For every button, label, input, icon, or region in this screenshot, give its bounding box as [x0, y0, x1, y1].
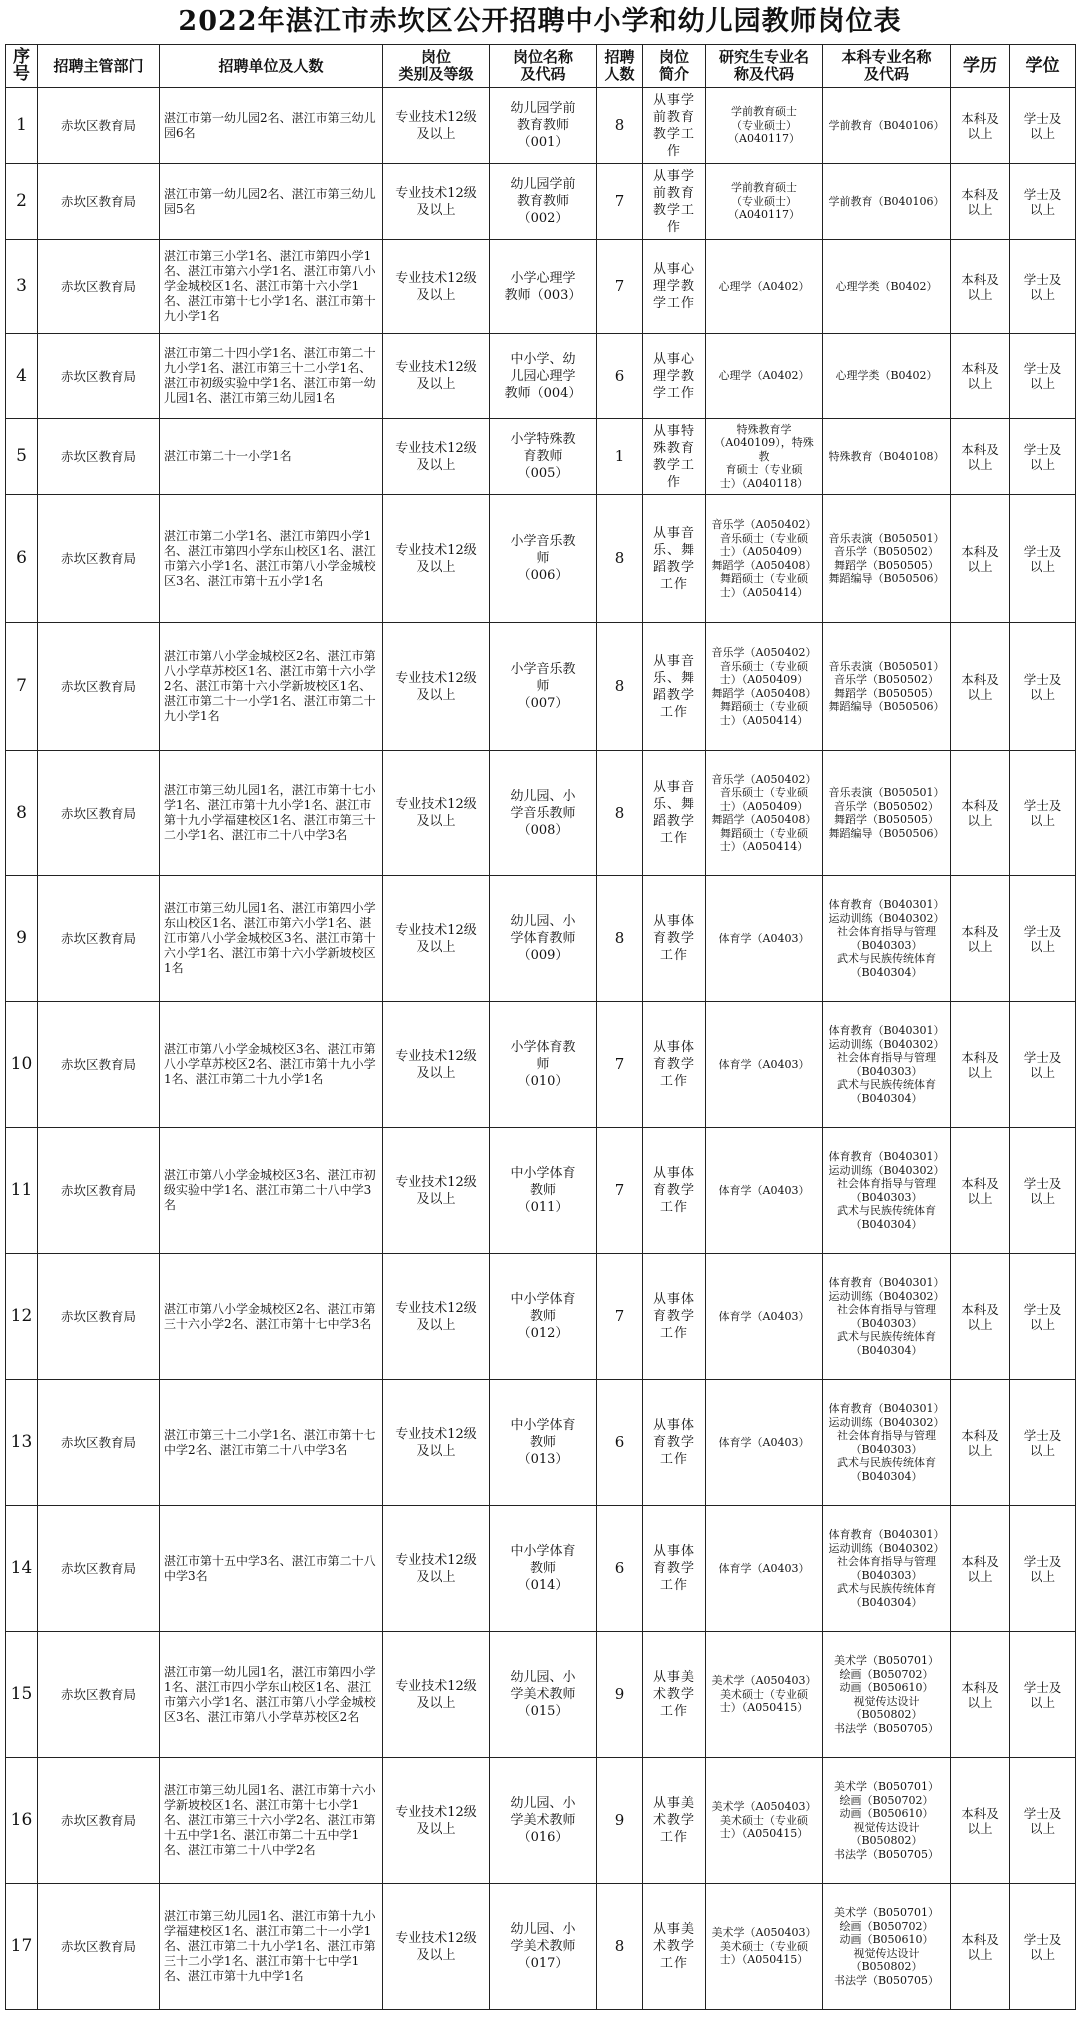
cell-count: 9 — [597, 1632, 643, 1758]
cell-count: 6 — [597, 334, 643, 419]
cell-education: 本科及 以上 — [951, 164, 1010, 240]
cell-dept: 赤坎区教育局 — [38, 240, 160, 334]
cell-intro: 从事体 育教学 工作 — [643, 1002, 706, 1128]
cell-intro: 从事特 殊教育 教学工 作 — [643, 419, 706, 495]
cell-ug-major: 音乐表演（B050501） 音乐学（B050502） 舞蹈学（B050505） 舞蹈编导（B050506） — [823, 751, 951, 876]
cell-degree: 学士及 以上 — [1010, 1380, 1076, 1506]
cell-grad-major: 心理学（A0402） — [706, 334, 823, 419]
cell-ug-major: 特殊教育（B040108） — [823, 419, 951, 495]
cell-dept: 赤坎区教育局 — [38, 1506, 160, 1632]
cell-dept: 赤坎区教育局 — [38, 419, 160, 495]
cell-seq: 16 — [6, 1758, 38, 1884]
cell-grad-major: 体育学（A0403） — [706, 1506, 823, 1632]
cell-position: 幼儿园学前 教育教师 （002） — [490, 164, 597, 240]
table-row — [6, 623, 1076, 751]
cell-dept: 赤坎区教育局 — [38, 1884, 160, 2010]
cell-category: 专业技术12级 及以上 — [383, 1128, 490, 1254]
cell-seq: 8 — [6, 751, 38, 876]
cell-ug-major: 音乐表演（B050501） 音乐学（B050502） 舞蹈学（B050505） 舞蹈编导（B050506） — [823, 495, 951, 623]
cell-count: 7 — [597, 240, 643, 334]
cell-count: 1 — [597, 419, 643, 495]
cell-seq: 13 — [6, 1380, 38, 1506]
cell-category: 专业技术12级 及以上 — [383, 751, 490, 876]
table-row — [6, 876, 1076, 1002]
cell-position: 小学特殊教 育教师 （005） — [490, 419, 597, 495]
cell-education: 本科及 以上 — [951, 1884, 1010, 2010]
cell-unit: 湛江市第一幼儿园1名，湛江市第四小学1名、湛江市四小学东山校区1名、湛江市第六小学1名、湛江市第八小学金城校区3名、湛江市第八小学草苏校区2名 — [160, 1632, 383, 1758]
cell-degree: 学士及 以上 — [1010, 1758, 1076, 1884]
cell-intro: 从事美 术教学 工作 — [643, 1632, 706, 1758]
cell-degree: 学士及 以上 — [1010, 1506, 1076, 1632]
cell-unit: 湛江市第一幼儿园2名、湛江市第三幼儿园6名 — [160, 88, 383, 164]
cell-education: 本科及 以上 — [951, 623, 1010, 751]
cell-grad-major: 美术学（A050403） 美术硕士（专业硕 士）（A050415） — [706, 1758, 823, 1884]
cell-position: 幼儿园、小 学美术教师 （016） — [490, 1758, 597, 1884]
cell-category: 专业技术12级 及以上 — [383, 495, 490, 623]
cell-dept: 赤坎区教育局 — [38, 164, 160, 240]
cell-category: 专业技术12级 及以上 — [383, 1758, 490, 1884]
cell-education: 本科及 以上 — [951, 1380, 1010, 1506]
cell-unit: 湛江市第二小学1名、湛江市第四小学1名、湛江市第四小学东山校区1名、湛江市第六小学1名、湛江市第八小学金城校区3名、湛江市第十五小学1名 — [160, 495, 383, 623]
cell-grad-major: 音乐学（A050402） 音乐硕士（专业硕 士）（A050409） 舞蹈学（A050408） 舞蹈硕士（专业硕 士）（A050414） — [706, 623, 823, 751]
cell-grad-major: 特殊教育学 （A040109），特殊教 育硕士（专业硕 士）（A040118） — [706, 419, 823, 495]
cell-education: 本科及 以上 — [951, 1128, 1010, 1254]
cell-ug-major: 体育教育（B040301） 运动训练（B040302） 社会体育指导与管理 （B040303） 武术与民族传统体育 （B040304） — [823, 1380, 951, 1506]
cell-ug-major: 心理学类（B0402） — [823, 240, 951, 334]
cell-degree: 学士及 以上 — [1010, 1128, 1076, 1254]
cell-seq: 6 — [6, 495, 38, 623]
cell-dept: 赤坎区教育局 — [38, 88, 160, 164]
cell-ug-major: 学前教育（B040106） — [823, 164, 951, 240]
cell-intro: 从事美 术教学 工作 — [643, 1758, 706, 1884]
table-row — [6, 1254, 1076, 1380]
cell-position: 小学音乐教 师 （007） — [490, 623, 597, 751]
cell-position: 小学心理学 教师（003） — [490, 240, 597, 334]
header-ug-major: 本科专业名称 及代码 — [823, 45, 951, 88]
cell-education: 本科及 以上 — [951, 1758, 1010, 1884]
cell-unit: 湛江市第八小学金城校区2名、湛江市第三十六小学2名、湛江市第十七中学3名 — [160, 1254, 383, 1380]
cell-degree: 学士及 以上 — [1010, 88, 1076, 164]
header-category: 岗位 类别及等级 — [383, 45, 490, 88]
cell-intro: 从事美 术教学 工作 — [643, 1884, 706, 2010]
cell-count: 8 — [597, 495, 643, 623]
cell-degree: 学士及 以上 — [1010, 1884, 1076, 2010]
cell-unit: 湛江市第十五中学3名、湛江市第二十八中学3名 — [160, 1506, 383, 1632]
cell-degree: 学士及 以上 — [1010, 751, 1076, 876]
cell-intro: 从事心 理学教 学工作 — [643, 334, 706, 419]
cell-degree: 学士及 以上 — [1010, 164, 1076, 240]
cell-education: 本科及 以上 — [951, 1632, 1010, 1758]
header-dept: 招聘主管部门 — [38, 45, 160, 88]
cell-intro: 从事学 前教育 教学工 作 — [643, 164, 706, 240]
table-row — [6, 1506, 1076, 1632]
cell-intro: 从事体 育教学 工作 — [643, 1254, 706, 1380]
cell-intro: 从事音 乐、舞 蹈教学 工作 — [643, 623, 706, 751]
cell-ug-major: 心理学类（B0402） — [823, 334, 951, 419]
cell-degree: 学士及 以上 — [1010, 240, 1076, 334]
cell-education: 本科及 以上 — [951, 88, 1010, 164]
cell-education: 本科及 以上 — [951, 419, 1010, 495]
cell-position: 幼儿园、小 学音乐教师 （008） — [490, 751, 597, 876]
cell-category: 专业技术12级 及以上 — [383, 1002, 490, 1128]
cell-grad-major: 体育学（A0403） — [706, 1380, 823, 1506]
cell-seq: 4 — [6, 334, 38, 419]
cell-position: 中小学体育 教师 （011） — [490, 1128, 597, 1254]
cell-dept: 赤坎区教育局 — [38, 1002, 160, 1128]
cell-unit: 湛江市第八小学金城校区3名、湛江市初级实验中学1名、湛江市第二十八中学3名 — [160, 1128, 383, 1254]
cell-intro: 从事学 前教育 教学工 作 — [643, 88, 706, 164]
cell-dept: 赤坎区教育局 — [38, 1380, 160, 1506]
cell-seq: 7 — [6, 623, 38, 751]
cell-dept: 赤坎区教育局 — [38, 1254, 160, 1380]
cell-category: 专业技术12级 及以上 — [383, 88, 490, 164]
header-intro: 岗位 简介 — [643, 45, 706, 88]
cell-intro: 从事体 育教学 工作 — [643, 1380, 706, 1506]
cell-category: 专业技术12级 及以上 — [383, 1254, 490, 1380]
cell-dept: 赤坎区教育局 — [38, 334, 160, 419]
cell-grad-major: 学前教育硕士 （专业硕士） （A040117） — [706, 164, 823, 240]
cell-dept: 赤坎区教育局 — [38, 495, 160, 623]
cell-grad-major: 音乐学（A050402） 音乐硕士（专业硕 士）（A050409） 舞蹈学（A050408） 舞蹈硕士（专业硕 士）（A050414） — [706, 495, 823, 623]
table-row — [6, 240, 1076, 334]
table-row — [6, 88, 1076, 164]
header-count: 招聘 人数 — [597, 45, 643, 88]
table-row — [6, 751, 1076, 876]
table-row — [6, 495, 1076, 623]
cell-seq: 3 — [6, 240, 38, 334]
cell-ug-major: 美术学（B050701） 绘画（B050702） 动画（B050610） 视觉传达设计 （B050802） 书法学（B050705） — [823, 1632, 951, 1758]
cell-grad-major: 体育学（A0403） — [706, 1128, 823, 1254]
cell-count: 7 — [597, 1254, 643, 1380]
cell-position: 小学音乐教 师 （006） — [490, 495, 597, 623]
cell-grad-major: 体育学（A0403） — [706, 1002, 823, 1128]
cell-position: 中小学、幼 儿园心理学 教师（004） — [490, 334, 597, 419]
table-row — [6, 1002, 1076, 1128]
cell-ug-major: 体育教育（B040301） 运动训练（B040302） 社会体育指导与管理 （B040303） 武术与民族传统体育 （B040304） — [823, 1128, 951, 1254]
cell-category: 专业技术12级 及以上 — [383, 623, 490, 751]
cell-seq: 5 — [6, 419, 38, 495]
cell-education: 本科及 以上 — [951, 334, 1010, 419]
table-row — [6, 1632, 1076, 1758]
cell-count: 8 — [597, 623, 643, 751]
cell-intro: 从事体 育教学 工作 — [643, 876, 706, 1002]
table-row — [6, 1380, 1076, 1506]
cell-count: 7 — [597, 164, 643, 240]
header-seq: 序 号 — [6, 45, 38, 88]
table-row — [6, 1758, 1076, 1884]
cell-degree: 学士及 以上 — [1010, 334, 1076, 419]
cell-count: 8 — [597, 876, 643, 1002]
cell-unit: 湛江市第三幼儿园1名、湛江市第十六小学新坡校区1名、湛江市第十七小学1名、湛江市第三十六小学2名、湛江市第十五中学1名、湛江市第二十五中学1名、湛江市第二十八中学2名 — [160, 1758, 383, 1884]
cell-degree: 学士及 以上 — [1010, 1002, 1076, 1128]
cell-education: 本科及 以上 — [951, 240, 1010, 334]
cell-seq: 11 — [6, 1128, 38, 1254]
cell-degree: 学士及 以上 — [1010, 495, 1076, 623]
table-row — [6, 334, 1076, 419]
cell-intro: 从事音 乐、舞 蹈教学 工作 — [643, 751, 706, 876]
cell-seq: 14 — [6, 1506, 38, 1632]
cell-ug-major: 体育教育（B040301） 运动训练（B040302） 社会体育指导与管理 （B040303） 武术与民族传统体育 （B040304） — [823, 1254, 951, 1380]
cell-education: 本科及 以上 — [951, 751, 1010, 876]
cell-ug-major: 学前教育（B040106） — [823, 88, 951, 164]
cell-unit: 湛江市第二十四小学1名、湛江市第二十九小学1名、湛江市第三十二小学1名、湛江市初级实验中学1名、湛江市第一幼儿园1名、湛江市第三幼儿园1名 — [160, 334, 383, 419]
cell-grad-major: 美术学（A050403） 美术硕士（专业硕 士）（A050415） — [706, 1884, 823, 2010]
cell-seq: 17 — [6, 1884, 38, 2010]
cell-degree: 学士及 以上 — [1010, 1254, 1076, 1380]
cell-count: 8 — [597, 751, 643, 876]
cell-category: 专业技术12级 及以上 — [383, 419, 490, 495]
cell-degree: 学士及 以上 — [1010, 419, 1076, 495]
cell-ug-major: 美术学（B050701） 绘画（B050702） 动画（B050610） 视觉传达设计 （B050802） 书法学（B050705） — [823, 1884, 951, 2010]
cell-unit: 湛江市第三幼儿园1名、湛江市第十九小学福建校区1名、湛江市第二十一小学1名、湛江市第二十九小学1名、湛江市第三十二小学1名、湛江市第十七中学1名、湛江市第十九中学1名 — [160, 1884, 383, 2010]
cell-ug-major: 音乐表演（B050501） 音乐学（B050502） 舞蹈学（B050505） 舞蹈编导（B050506） — [823, 623, 951, 751]
cell-position: 幼儿园、小 学美术教师 （017） — [490, 1884, 597, 2010]
cell-category: 专业技术12级 及以上 — [383, 164, 490, 240]
header-unit: 招聘单位及人数 — [160, 45, 383, 88]
cell-education: 本科及 以上 — [951, 1506, 1010, 1632]
cell-degree: 学士及 以上 — [1010, 876, 1076, 1002]
cell-dept: 赤坎区教育局 — [38, 1632, 160, 1758]
cell-ug-major: 体育教育（B040301） 运动训练（B040302） 社会体育指导与管理 （B040303） 武术与民族传统体育 （B040304） — [823, 876, 951, 1002]
cell-degree: 学士及 以上 — [1010, 1632, 1076, 1758]
cell-education: 本科及 以上 — [951, 876, 1010, 1002]
table-row — [6, 419, 1076, 495]
cell-degree: 学士及 以上 — [1010, 623, 1076, 751]
cell-dept: 赤坎区教育局 — [38, 1128, 160, 1254]
cell-count: 6 — [597, 1380, 643, 1506]
position-table — [5, 44, 1076, 2010]
header-degree: 学位 — [1010, 45, 1076, 88]
cell-position: 小学体育教 师 （010） — [490, 1002, 597, 1128]
header-grad-major: 研究生专业名 称及代码 — [706, 45, 823, 88]
cell-dept: 赤坎区教育局 — [38, 751, 160, 876]
cell-count: 6 — [597, 1506, 643, 1632]
cell-seq: 1 — [6, 88, 38, 164]
cell-seq: 9 — [6, 876, 38, 1002]
cell-intro: 从事音 乐、舞 蹈教学 工作 — [643, 495, 706, 623]
cell-intro: 从事体 育教学 工作 — [643, 1128, 706, 1254]
cell-unit: 湛江市第三十二小学1名、湛江市第十七中学2名、湛江市第二十八中学3名 — [160, 1380, 383, 1506]
cell-category: 专业技术12级 及以上 — [383, 876, 490, 1002]
cell-intro: 从事心 理学教 学工作 — [643, 240, 706, 334]
cell-count: 9 — [597, 1758, 643, 1884]
cell-position: 幼儿园、小 学体育教师 （009） — [490, 876, 597, 1002]
cell-ug-major: 体育教育（B040301） 运动训练（B040302） 社会体育指导与管理 （B040303） 武术与民族传统体育 （B040304） — [823, 1002, 951, 1128]
cell-count: 7 — [597, 1002, 643, 1128]
cell-dept: 赤坎区教育局 — [38, 623, 160, 751]
cell-unit: 湛江市第三幼儿园1名，湛江市第十七小学1名、湛江市第十九小学1名、湛江市第十九小学福建校区1名、湛江市第三十二小学1名、湛江市二十八中学3名 — [160, 751, 383, 876]
cell-position: 中小学体育 教师 （014） — [490, 1506, 597, 1632]
cell-education: 本科及 以上 — [951, 1254, 1010, 1380]
cell-intro: 从事体 育教学 工作 — [643, 1506, 706, 1632]
cell-count: 8 — [597, 88, 643, 164]
table-header-row — [6, 45, 1076, 88]
page-title: 2022年湛江市赤坎区公开招聘中小学和幼儿园教师岗位表 — [178, 6, 902, 37]
cell-category: 专业技术12级 及以上 — [383, 1632, 490, 1758]
table-row — [6, 164, 1076, 240]
cell-position: 幼儿园、小 学美术教师 （015） — [490, 1632, 597, 1758]
cell-category: 专业技术12级 及以上 — [383, 240, 490, 334]
cell-grad-major: 音乐学（A050402） 音乐硕士（专业硕 士）（A050409） 舞蹈学（A050408） 舞蹈硕士（专业硕 士）（A050414） — [706, 751, 823, 876]
cell-grad-major: 美术学（A050403） 美术硕士（专业硕 士）（A050415） — [706, 1632, 823, 1758]
cell-unit: 湛江市第一幼儿园2名、湛江市第三幼儿园5名 — [160, 164, 383, 240]
cell-education: 本科及 以上 — [951, 1002, 1010, 1128]
header-position: 岗位名称 及代码 — [490, 45, 597, 88]
cell-ug-major: 美术学（B050701） 绘画（B050702） 动画（B050610） 视觉传达设计 （B050802） 书法学（B050705） — [823, 1758, 951, 1884]
cell-dept: 赤坎区教育局 — [38, 1758, 160, 1884]
cell-unit: 湛江市第八小学金城校区3名、湛江市第八小学草苏校区2名、湛江市第十九小学1名、湛江市第二十九小学1名 — [160, 1002, 383, 1128]
header-education: 学历 — [951, 45, 1010, 88]
cell-unit: 湛江市第八小学金城校区2名、湛江市第八小学草苏校区1名、湛江市第十六小学2名、湛江市第十六小学新坡校区1名、湛江市第二十一小学1名、湛江市第二十九小学1名 — [160, 623, 383, 751]
cell-position: 幼儿园学前 教育教师 （001） — [490, 88, 597, 164]
cell-seq: 2 — [6, 164, 38, 240]
cell-grad-major: 学前教育硕士 （专业硕士） （A040117） — [706, 88, 823, 164]
cell-grad-major: 体育学（A0403） — [706, 1254, 823, 1380]
cell-seq: 10 — [6, 1002, 38, 1128]
cell-unit: 湛江市第三小学1名、湛江市第四小学1名、湛江市第六小学1名、湛江市第八小学金城校区1名、湛江市第十六小学1名、湛江市第十七小学1名、湛江市第十九小学1名 — [160, 240, 383, 334]
cell-position: 中小学体育 教师 （013） — [490, 1380, 597, 1506]
table-row — [6, 1128, 1076, 1254]
cell-category: 专业技术12级 及以上 — [383, 334, 490, 419]
cell-grad-major: 体育学（A0403） — [706, 876, 823, 1002]
table-row — [6, 1884, 1076, 2010]
cell-dept: 赤坎区教育局 — [38, 876, 160, 1002]
cell-category: 专业技术12级 及以上 — [383, 1506, 490, 1632]
cell-seq: 12 — [6, 1254, 38, 1380]
cell-ug-major: 体育教育（B040301） 运动训练（B040302） 社会体育指导与管理 （B040303） 武术与民族传统体育 （B040304） — [823, 1506, 951, 1632]
cell-unit: 湛江市第三幼儿园1名、湛江市第四小学东山校区1名、湛江市第六小学1名、湛江市第八小学金城校区3名、湛江市第十六小学1名、湛江市第十六小学新坡校区1名 — [160, 876, 383, 1002]
cell-position: 中小学体育 教师 （012） — [490, 1254, 597, 1380]
cell-count: 7 — [597, 1128, 643, 1254]
cell-category: 专业技术12级 及以上 — [383, 1380, 490, 1506]
cell-category: 专业技术12级 及以上 — [383, 1884, 490, 2010]
cell-count: 8 — [597, 1884, 643, 2010]
cell-seq: 15 — [6, 1632, 38, 1758]
cell-grad-major: 心理学（A0402） — [706, 240, 823, 334]
cell-unit: 湛江市第二十一小学1名 — [160, 419, 383, 495]
cell-education: 本科及 以上 — [951, 495, 1010, 623]
